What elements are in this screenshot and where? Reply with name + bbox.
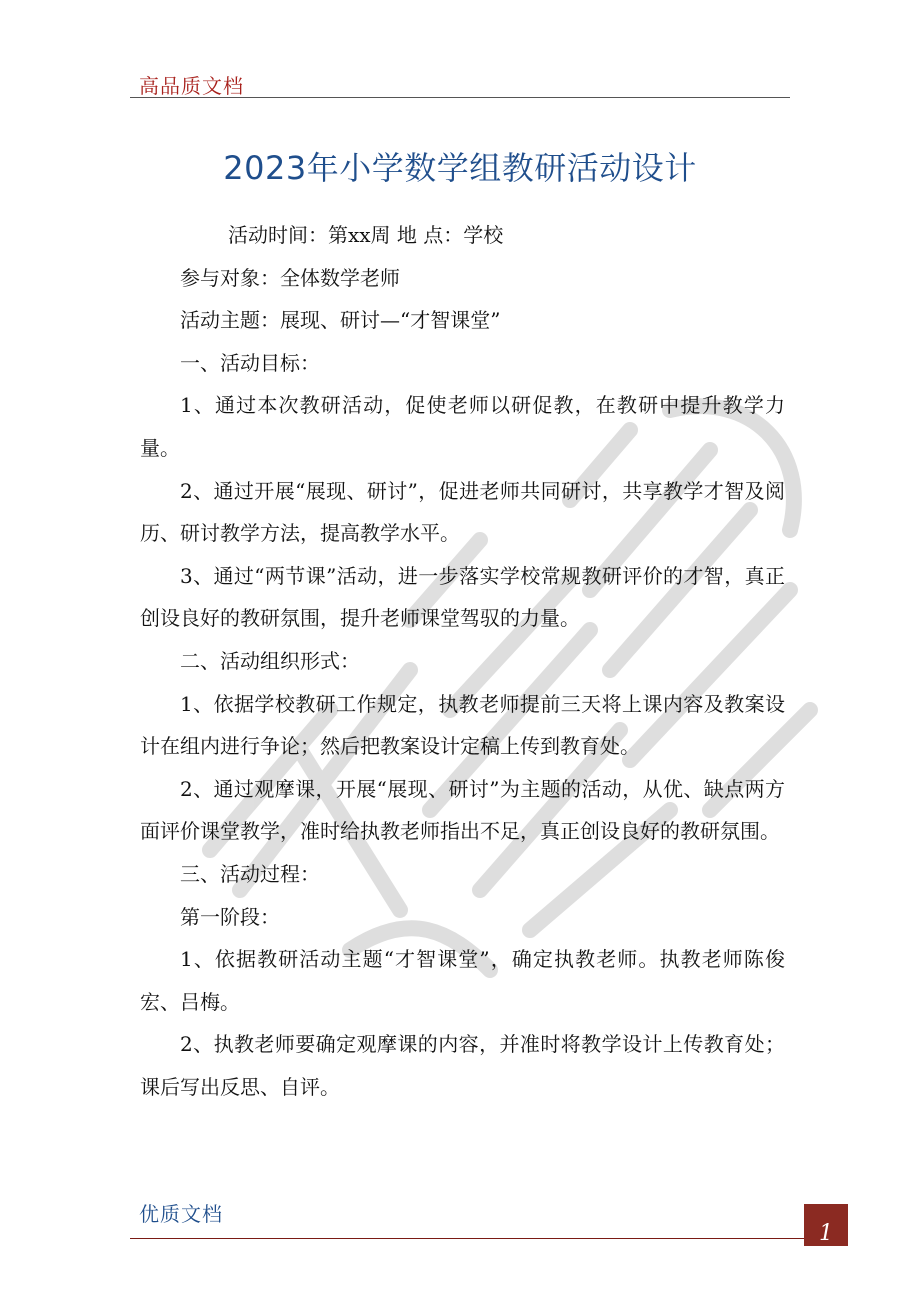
page-number: 1 (804, 1204, 848, 1246)
header-divider (130, 97, 790, 98)
paragraph: 1、依据教研活动主题“才智课堂”，确定执教老师。执教老师陈俊宏、吕梅。 (140, 947, 785, 1014)
header-label: 高品质文档 (139, 74, 244, 98)
section-heading: 一、活动目标： (180, 350, 320, 375)
paragraph: 参与对象：全体数学老师 (180, 265, 400, 290)
paragraph: 2、通过观摩课，开展“展现、研讨”为主题的活动，从优、缺点两方面评价课堂教学，准时给执教老师指出不足，真正创设良好的教研氛围。 (140, 776, 785, 844)
paragraph: 活动主题：展现、研讨—“才智课堂” (180, 308, 501, 333)
document-title: 2023年小学数学组教研活动设计 (223, 149, 697, 187)
paragraph: 2、执教老师要确定观摩课的内容，并准时将教学设计上传教育处；课后写出反思、自评。 (140, 1032, 785, 1099)
paragraph: 活动时间：第xx周 地 点：学校 (228, 223, 504, 247)
section-heading: 三、活动过程： (180, 861, 320, 886)
paragraph: 第一阶段： (180, 904, 280, 929)
footer-label: 优质文档 (139, 1202, 223, 1226)
footer-divider (130, 1238, 804, 1239)
section-heading: 二、活动组织形式： (180, 648, 360, 673)
paragraph: 1、依据学校教研工作规定，执教老师提前三天将上课内容及教案设计在组内进行争论；然后把教案设计定稿上传到教育处。 (140, 691, 785, 759)
paragraph: 3、通过“两节课”活动，进一步落实学校常规教研评价的才智，真正创设良好的教研氛围，提升老师课堂驾驭的力量。 (140, 563, 785, 631)
document-body (140, 214, 785, 1108)
paragraph: 1、通过本次教研活动，促使老师以研促教，在教研中提升教学力量。 (140, 393, 785, 460)
paragraph: 2、通过开展“展现、研讨”，促进老师共同研讨，共享教学才智及阅历、研讨教学方法，提高教学水平。 (140, 478, 785, 546)
